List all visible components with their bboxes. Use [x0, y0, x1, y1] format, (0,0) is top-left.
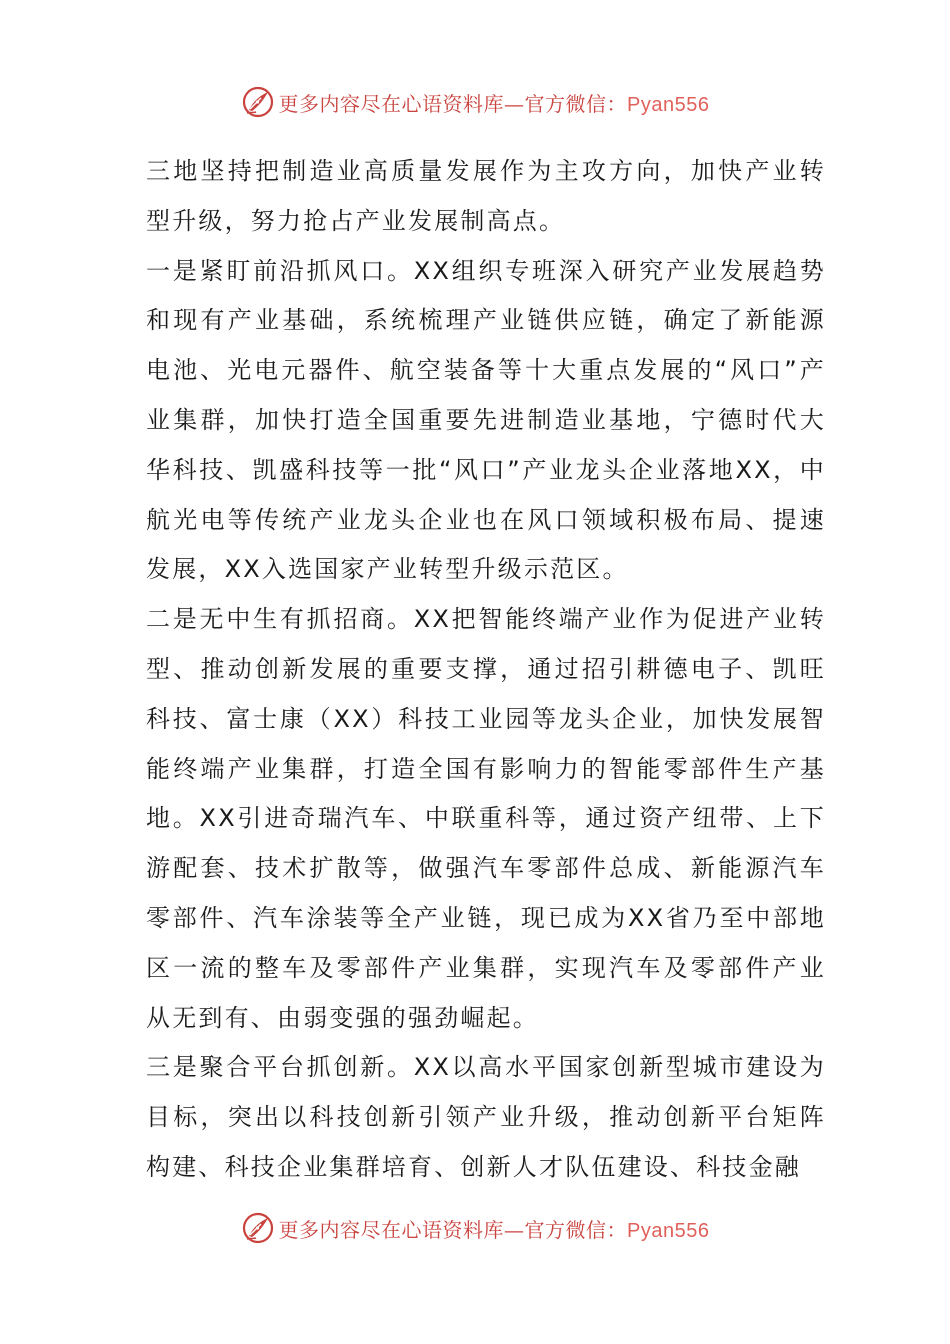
banner-text: 更多内容尽在心语资料库—官方微信：Pyan556: [278, 1217, 710, 1242]
paragraph-intro: 三地坚持把制造业高质量发展作为主攻方向，加快产业转型升级，努力抢占产业发展制高点。: [146, 157, 826, 235]
banner-text: 更多内容尽在心语资料库—官方微信：Pyan556: [278, 91, 710, 116]
wechat-id: Pyan556: [627, 93, 710, 116]
document-body: [146, 147, 826, 1193]
pen-nib-logo-icon: [241, 1211, 275, 1245]
footer-banner: [0, 1208, 950, 1248]
pen-nib-logo-icon: [241, 85, 275, 119]
paragraph-point-1: 一是紧盯前沿抓风口。XX组织专班深入研究产业发展趋势和现有产业基础，系统梳理产业链供应链，确定了新能源电池、光电元器件、航空装备等十大重点发展的“风口”产业集群，加快打造全国重要先进制造业基地，宁德时代大华科技、凯盛科技等一批“风口”产业龙头企业落地XX，中航光电等传统产业龙头企业也在风口领域积极布局、提速发展，XX入选国家产业转型升级示范区。: [146, 256, 826, 584]
paragraph-point-3: 三是聚合平台抓创新。XX以高水平国家创新型城市建设为目标，突出以科技创新引领产业升级，推动创新平台矩阵构建、科技企业集群培育、创新人才队伍建设、科技金融: [146, 1053, 826, 1181]
header-banner: [0, 82, 950, 122]
paragraph-point-2: 二是无中生有抓招商。XX把智能终端产业作为促进产业转型、推动创新发展的重要支撑，通过招引耕德电子、凯旺科技、富士康（XX）科技工业园等龙头企业，加快发展智能终端产业集群，打造全国有影响力的智能零部件生产基地。XX引进奇瑞汽车、中联重科等，通过资产纽带、上下游配套、技术扩散等，做强汽车零部件总成、新能源汽车零部件、汽车涂装等全产业链，现已成为XX省乃至中部地区一流的整车及零部件产业集群，实现汽车及零部件产业从无到有、由弱变强的强劲崛起。: [146, 605, 826, 1032]
wechat-id: Pyan556: [627, 1219, 710, 1242]
